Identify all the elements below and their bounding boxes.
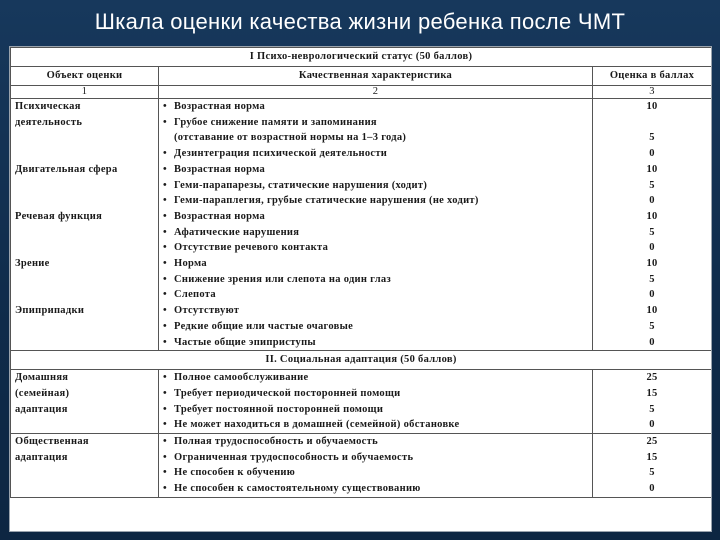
bullet-icon: • (163, 179, 167, 191)
section-1-body (11, 99, 712, 351)
characteristic-item (163, 162, 588, 178)
domestic-adaptation-characteristics (159, 370, 593, 434)
object-label-line (15, 287, 154, 303)
characteristic-text: Грубое снижение памяти и запоминания (174, 116, 377, 128)
characteristic-item (163, 450, 588, 466)
object-label-line (15, 272, 154, 288)
characteristic-text: Ограниченная трудоспособность и обучаемость (174, 451, 414, 463)
bullet-icon: • (163, 336, 167, 348)
bullet-icon: • (163, 148, 167, 160)
characteristic-text: Частые общие эпиприступы (174, 336, 316, 348)
characteristic-text: Не может находиться в домашней (семейной) обстановке (174, 419, 460, 431)
score-value: 0 (649, 483, 655, 495)
scanned-table-document (9, 46, 712, 532)
score-value: 5 (649, 132, 655, 144)
characteristic-item (163, 434, 588, 450)
characteristic-text: Требует периодической посторонней помощи (174, 387, 401, 399)
characteristic-text: Отсутствие речевого контакта (174, 242, 329, 254)
object-label-line: адаптация (15, 403, 68, 415)
score-value: 5 (649, 320, 655, 332)
object-label-line (15, 225, 154, 241)
bullet-icon: • (163, 387, 167, 399)
characteristic-item (163, 303, 588, 319)
object-label-line: Общественная (15, 436, 89, 448)
object-label-line: адаптация (15, 451, 68, 463)
bullet-icon: • (163, 101, 167, 112)
score-value: 0 (649, 148, 655, 160)
object-label-line: деятельность (15, 116, 83, 128)
characteristic-item (163, 319, 588, 335)
characteristic-item (163, 335, 588, 351)
characteristic-text: Требует постоянной посторонней помощи (174, 403, 384, 415)
characteristic-text: Геми-парапарезы, статические нарушения (ходит) (174, 179, 428, 191)
characteristic-item (163, 272, 588, 288)
bullet-icon: • (163, 242, 167, 254)
score-value: 5 (649, 226, 655, 238)
section-1-scores (593, 99, 712, 351)
characteristic-text: Слепота (174, 289, 216, 301)
column-number-2: 2 (159, 86, 593, 99)
score-value: 10 (646, 163, 658, 175)
domestic-adaptation-scores (593, 370, 712, 434)
characteristic-item (163, 481, 588, 497)
social-adaptation-characteristics (159, 434, 593, 498)
characteristic-text: Норма (174, 258, 207, 270)
score-value: 5 (649, 467, 655, 479)
characteristic-item (163, 370, 588, 386)
characteristic-text: Снижение зрения или слепота на один глаз (174, 273, 391, 285)
bullet-icon: • (163, 403, 167, 415)
characteristic-item (163, 209, 588, 225)
slide-title: Шкала оценки качества жизни ребенка после ЧМТ (94, 9, 626, 34)
characteristic-text: (отставание от возрастной нормы на 1–3 года) (174, 132, 407, 144)
score-value: 25 (646, 436, 658, 448)
social-adaptation-row (11, 434, 712, 498)
column-number-3: 3 (593, 86, 712, 99)
social-adaptation-object (11, 434, 159, 498)
score-value: 10 (646, 258, 658, 270)
characteristic-item (163, 193, 588, 209)
score-value: 5 (649, 403, 655, 415)
object-label-line (15, 240, 154, 256)
domestic-adaptation-row (11, 370, 712, 434)
bullet-icon: • (163, 226, 167, 238)
section-2-title: II. Социальная адаптация (50 баллов) (11, 351, 712, 370)
characteristic-text: Отсутствуют (174, 305, 240, 317)
characteristic-text: Полная трудоспособность и обучаемость (174, 436, 378, 448)
bullet-icon: • (163, 483, 167, 495)
bullet-icon: • (163, 451, 167, 463)
column-header-row (11, 67, 712, 86)
score-value: 10 (646, 210, 658, 222)
score-value: 0 (649, 336, 655, 348)
section-1-title: I Психо-неврологический статус (50 баллов) (11, 48, 712, 67)
characteristic-text: Возрастная норма (174, 163, 266, 175)
bullet-icon: • (163, 436, 167, 448)
bullet-icon: • (163, 195, 167, 207)
bullet-icon: • (163, 116, 167, 128)
object-label-line: Домашняя (15, 372, 69, 384)
object-label-line: Эпиприпадки (15, 305, 85, 317)
characteristic-text: Полное самообслуживание (174, 372, 309, 384)
characteristic-item (163, 417, 588, 433)
characteristic-text: Дезинтеграция психической деятельности (174, 148, 388, 160)
object-label-line (15, 178, 154, 194)
domestic-adaptation-object (11, 370, 159, 434)
characteristic-text: Не способен к самостоятельному существованию (174, 483, 421, 495)
section-1-header-row (11, 48, 712, 67)
object-label-line: Психическая (15, 101, 81, 112)
object-label-line (15, 335, 154, 351)
characteristic-item (163, 240, 588, 256)
section-2-header-row (11, 351, 712, 370)
score-value: 5 (649, 179, 655, 191)
bullet-icon: • (163, 419, 167, 431)
object-label-line (15, 146, 154, 162)
object-label-line (15, 130, 154, 146)
bullet-icon: • (163, 320, 167, 332)
score-value: 0 (649, 195, 655, 207)
score-value: 15 (646, 387, 658, 399)
column-number-row (11, 86, 712, 99)
section-1-characteristics (159, 99, 593, 351)
score-value: 0 (649, 242, 655, 254)
object-label-line (15, 193, 154, 209)
characteristic-item (163, 287, 588, 303)
characteristic-text: Геми-параплегия, грубые статические нарушения (не ходит) (174, 195, 479, 207)
score-value: 10 (646, 305, 658, 317)
characteristic-item (163, 402, 588, 418)
bullet-icon: • (163, 372, 167, 384)
characteristic-text: Не способен к обучению (174, 467, 296, 479)
characteristic-text: Возрастная норма (174, 210, 266, 222)
characteristic-item (163, 178, 588, 194)
object-label-line: (семейная) (15, 387, 70, 399)
object-label-line: Речевая функция (15, 210, 103, 222)
object-label-line (15, 319, 154, 335)
column-number-1: 1 (11, 86, 159, 99)
score-value: 5 (649, 273, 655, 285)
score-value: 25 (646, 372, 658, 384)
bullet-icon: • (163, 258, 167, 270)
characteristic-item (163, 386, 588, 402)
characteristic-text: Возрастная норма (174, 101, 266, 112)
characteristic-text: Афатические нарушения (174, 226, 300, 238)
bullet-icon: • (163, 210, 167, 222)
section-1-objects (11, 99, 159, 351)
bullet-icon: • (163, 163, 167, 175)
score-value: 15 (646, 451, 658, 463)
column-header-score: Оценка в баллах (593, 67, 712, 86)
characteristic-item (163, 99, 588, 115)
qol-scale-table (10, 47, 712, 498)
column-header-characteristic: Качественная характеристика (159, 67, 593, 86)
social-adaptation-scores (593, 434, 712, 498)
bullet-icon: • (163, 273, 167, 285)
characteristic-item (163, 130, 588, 146)
characteristic-item (163, 115, 588, 131)
column-header-object: Объект оценки (11, 67, 159, 86)
characteristic-item (163, 465, 588, 481)
object-label-line: Двигательная сфера (15, 163, 118, 175)
object-label-line: Зрение (15, 258, 50, 270)
score-value (597, 115, 707, 131)
score-value: 0 (649, 289, 655, 301)
characteristic-item (163, 146, 588, 162)
characteristic-item (163, 256, 588, 272)
score-value: 10 (646, 101, 658, 112)
score-value: 0 (649, 419, 655, 431)
bullet-icon: • (163, 467, 167, 479)
characteristic-item (163, 225, 588, 241)
bullet-icon: • (163, 305, 167, 317)
bullet-icon: • (163, 289, 167, 301)
characteristic-text: Редкие общие или частые очаговые (174, 320, 354, 332)
